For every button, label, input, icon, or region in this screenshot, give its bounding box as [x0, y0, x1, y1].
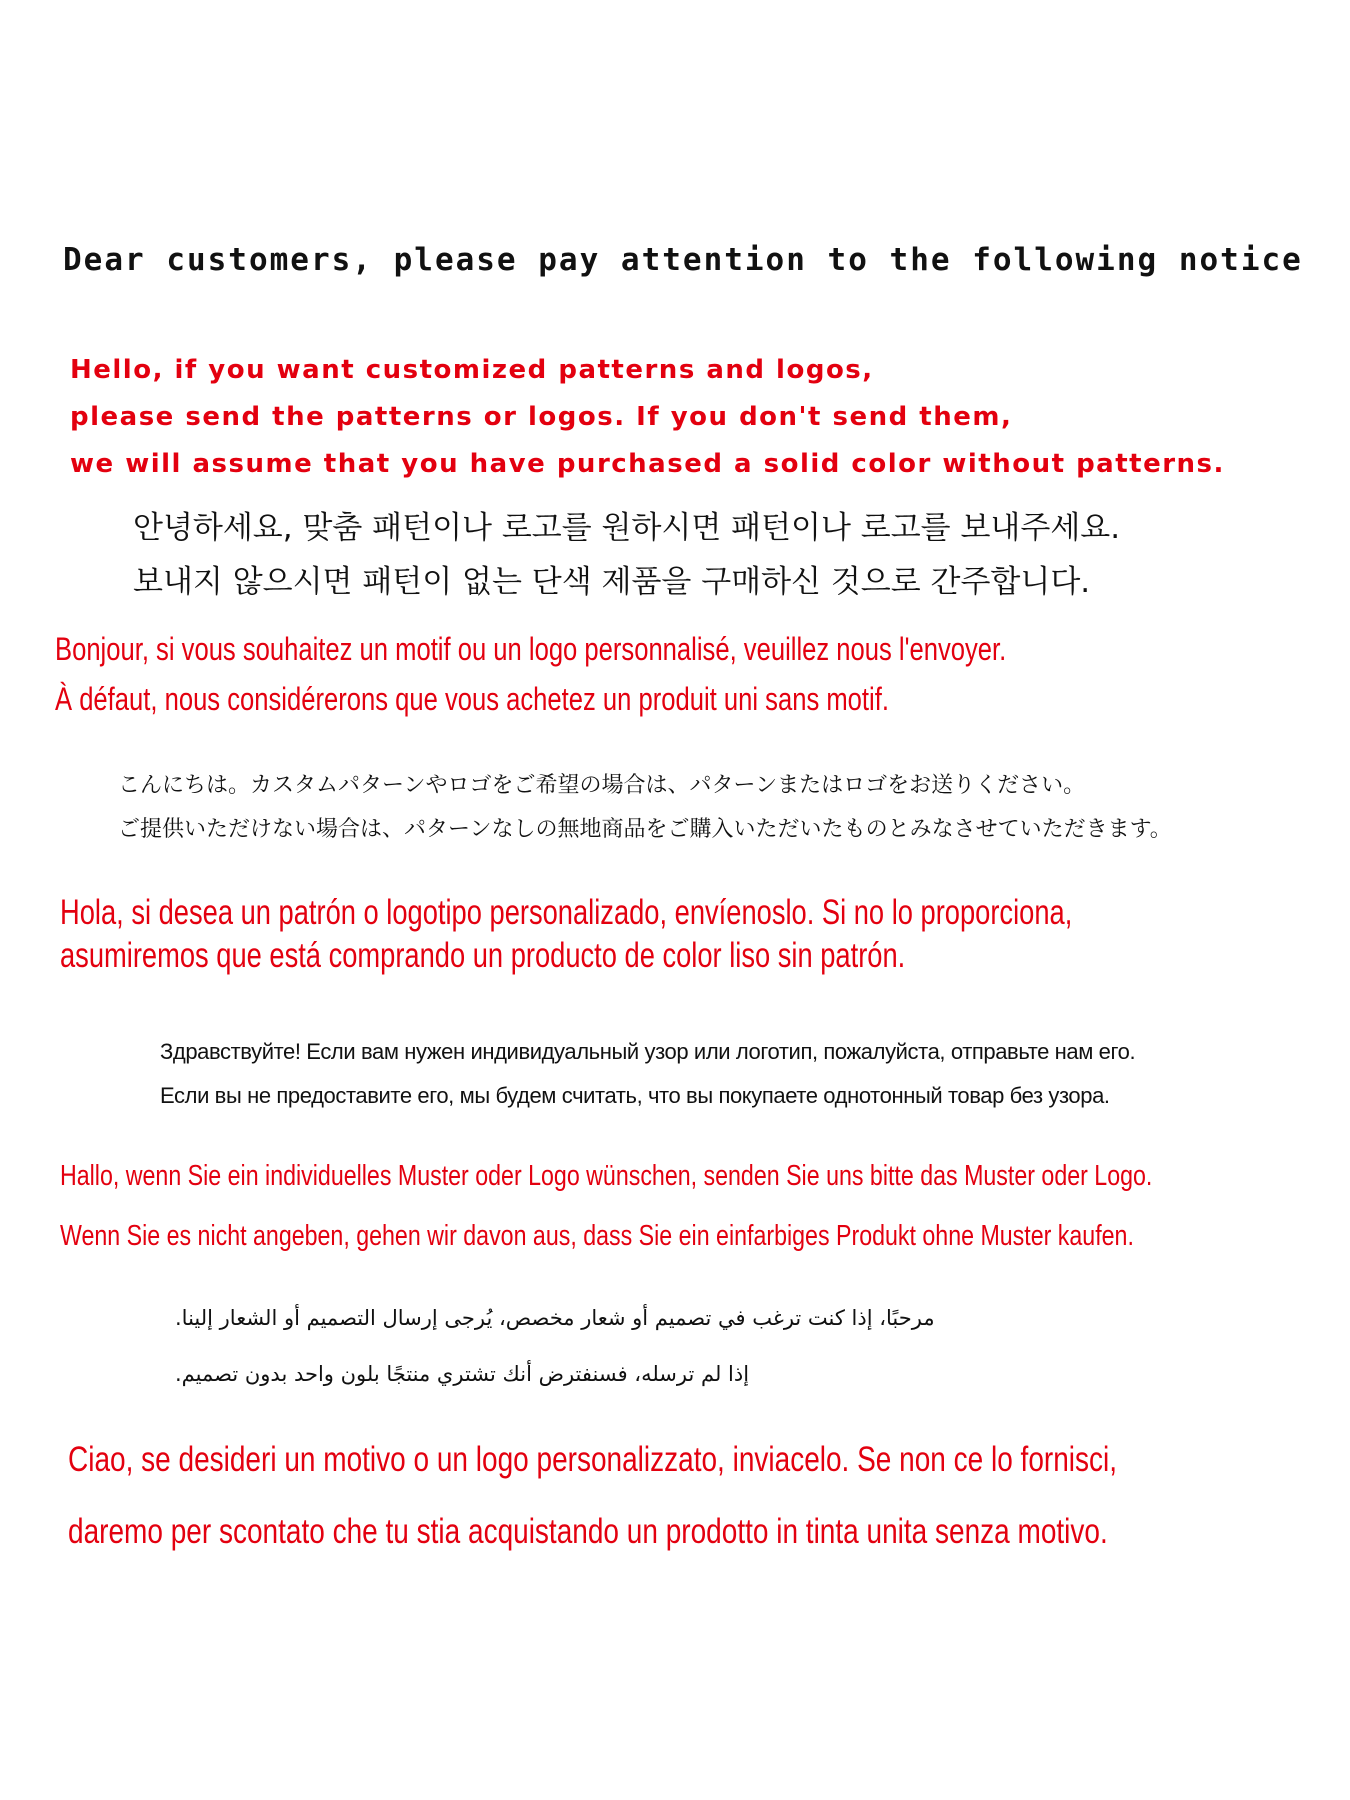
notice-italian: [68, 1424, 1117, 1568]
notice-line: こんにちは。カスタムパターンやロゴをご希望の場合は、パターンまたはロゴをお送りください。: [118, 773, 1086, 798]
notice-line: Здравствуйте! Если вам нужен индивидуальный узор или логотип, пожалуйста, отправьте нам его.: [160, 1039, 1136, 1064]
notice-line: daremo per scontato che tu stia acquistando un prodotto in tinta unita senza motivo.: [68, 1512, 1108, 1551]
notice-line: Если вы не предоставите его, мы будем считать, что вы покупаете однотонный товар без узора.: [160, 1083, 1110, 1108]
notice-title: Dear customers, please pay attention to the following notice: [63, 242, 1303, 278]
notice-line: 안녕하세요, 맞춤 패턴이나 로고를 원하시면 패턴이나 로고를 보내주세요.: [133, 510, 1121, 546]
notice-french: [55, 624, 1006, 724]
notice-line: مرحبًا، إذا كنت ترغب في تصميم أو شعار مخصص، يُرجى إرسال التصميم أو الشعار إلينا.: [175, 1306, 935, 1330]
notice-line: asumiremos que está comprando un producto de color liso sin patrón.: [60, 936, 906, 975]
notice-line: Hallo, wenn Sie ein individuelles Muster oder Logo wünschen, senden Sie uns bitte das Muster oder Logo.: [60, 1160, 1153, 1192]
notice-spanish: [60, 891, 1072, 977]
notice-line: Hola, si desea un patrón o logotipo personalizado, envíenoslo. Si no lo proporciona,: [60, 893, 1073, 932]
notice-line: Hello, if you want customized patterns and logos,: [70, 355, 874, 385]
notice-line: Wenn Sie es nicht angeben, gehen wir davon aus, dass Sie ein einfarbiges Produkt ohne Muster kaufen.: [60, 1220, 1134, 1252]
notice-line: we will assume that you have purchased a solid color without patterns.: [70, 449, 1225, 479]
notice-russian: [160, 1030, 1135, 1118]
notice-line: Bonjour, si vous souhaitez un motif ou un logo personnalisé, veuillez nous l'envoyer.: [55, 631, 1007, 667]
notice-line: À défaut, nous considérerons que vous achetez un produit uni sans motif.: [55, 681, 889, 717]
notice-arabic: [175, 1290, 1255, 1402]
notice-line: ご提供いただけない場合は、パターンなしの無地商品をご購入いただいたものとみなさせていただきます。: [118, 817, 1172, 842]
notice-line: إذا لم ترسله، فسنفترض أنك تشتري منتجًا بلون واحد بدون تصميم.: [175, 1362, 750, 1386]
notice-english: [70, 347, 1225, 488]
notice-korean: [133, 501, 1120, 609]
notice-german: [60, 1146, 1152, 1266]
notice-line: please send the patterns or logos. If you don't send them,: [70, 402, 1013, 432]
notice-line: 보내지 않으시면 패턴이 없는 단색 제품을 구매하신 것으로 간주합니다.: [133, 564, 1091, 600]
notice-japanese: [118, 764, 1172, 852]
notice-line: Ciao, se desideri un motivo o un logo personalizzato, inviacelo. Se non ce lo fornisci,: [68, 1440, 1118, 1479]
